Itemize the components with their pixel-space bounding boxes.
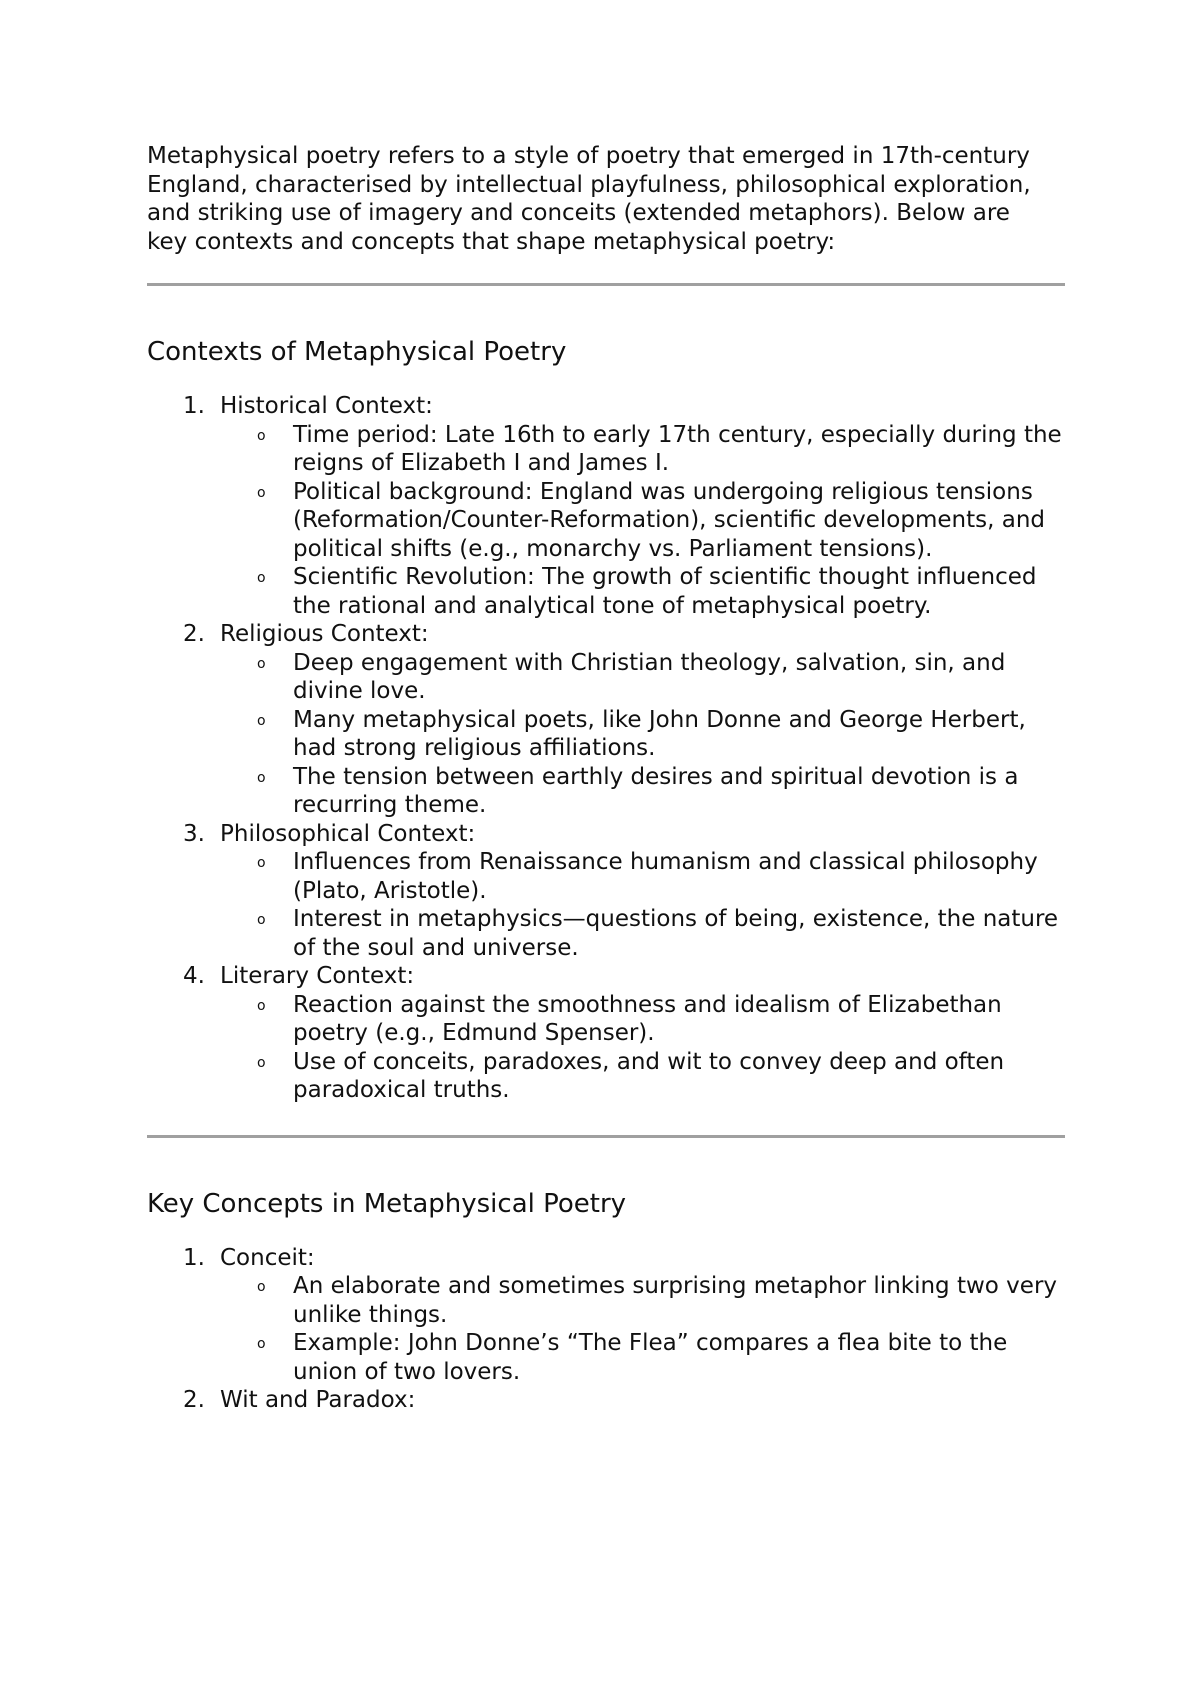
list-item-label: Literary Context: <box>220 963 415 989</box>
sub-item-text: Scientific Revolution: The growth of scientific thought influenced the rational and analytical tone of metaphysical poetry. <box>293 564 1037 619</box>
sub-list-item <box>220 763 1067 820</box>
sub-list-item <box>220 1048 1067 1105</box>
sub-item-text: An elaborate and sometimes surprising metaphor linking two very unlike things. <box>293 1273 1058 1328</box>
section-heading-contexts: Contexts of Metaphysical Poetry <box>147 337 567 367</box>
bullet-icon: o <box>257 912 266 928</box>
sub-item-text: The tension between earthly desires and spiritual devotion is a recurring theme. <box>293 763 1019 818</box>
bullet-icon: o <box>257 1336 266 1352</box>
section-divider <box>147 1135 1065 1138</box>
list-number: 1. <box>183 393 205 419</box>
bullet-icon: o <box>257 712 266 729</box>
bullet-icon: o <box>257 1279 266 1295</box>
list-number: 1. <box>183 1244 205 1271</box>
sub-item-text: Use of conceits, paradoxes, and wit to convey deep and often paradoxical truths. <box>293 1048 1005 1103</box>
section-heading-key-concepts: Key Concepts in Metaphysical Poetry <box>147 1188 627 1219</box>
intro-paragraph: Metaphysical poetry refers to a style of poetry that emerged in 17th-century England, characterised by intellectual playfulness, philosophical exploration, and striking use of imagery and conceits (extended metaphors). Below are key contexts and concepts that shape metaphysical poetry: <box>147 143 1031 255</box>
bullet-icon: o <box>257 427 266 444</box>
sub-list-item <box>220 1329 1067 1386</box>
list-item-historical-context <box>147 392 1067 620</box>
list-item-label: Philosophical Context: <box>220 820 476 847</box>
sub-list-item <box>220 563 1067 620</box>
sub-list-item <box>220 905 1067 962</box>
sub-list <box>220 421 1067 621</box>
sub-list-item <box>220 706 1067 763</box>
list-item-religious-context <box>147 620 1067 820</box>
sub-list-item <box>220 649 1067 706</box>
sub-item-text: Example: John Donne’s “The Flea” compares a flea bite to the union of two lovers. <box>293 1330 1008 1385</box>
bullet-icon: o <box>257 655 266 672</box>
list-item-label: Religious Context: <box>220 621 429 647</box>
bullet-icon: o <box>257 855 266 871</box>
sub-item-text: Reaction against the smoothness and idealism of Elizabethan poetry (e.g., Edmund Spenser). <box>293 991 1002 1046</box>
list-item-label: Historical Context: <box>220 393 433 419</box>
sub-list <box>220 649 1067 820</box>
bullet-icon: o <box>257 1054 266 1071</box>
sub-item-text: Time period: Late 16th to early 17th century, especially during the reigns of Elizabeth I and James I. <box>293 421 1062 476</box>
list-number: 2. <box>183 1387 205 1413</box>
sub-item-text: Many metaphysical poets, like John Donne and George Herbert, had strong religious affiliations. <box>293 706 1026 761</box>
list-number: 4. <box>183 963 205 989</box>
bullet-icon: o <box>257 997 266 1014</box>
list-item-wit-and-paradox <box>147 1386 1067 1415</box>
sub-list-item <box>220 1272 1067 1329</box>
key-concepts-list <box>147 1244 1067 1415</box>
sub-item-text: Political background: England was undergoing religious tensions (Reformation/Counter-Reformation), scientific developments, and political shifts (e.g., monarchy vs. Parliament tensions). <box>293 478 1046 562</box>
sub-list-item <box>220 478 1067 564</box>
list-number: 3. <box>183 820 205 847</box>
sub-list-item <box>220 991 1067 1048</box>
list-item-literary-context <box>147 962 1067 1105</box>
sub-list <box>220 848 1067 962</box>
list-item-label: Wit and Paradox: <box>220 1387 416 1413</box>
bullet-icon: o <box>257 484 266 501</box>
list-number: 2. <box>183 621 205 647</box>
section-divider <box>147 283 1065 286</box>
list-item-philosophical-context <box>147 820 1067 963</box>
list-item-conceit <box>147 1244 1067 1387</box>
list-item-label: Conceit: <box>220 1244 315 1271</box>
contexts-list <box>147 392 1067 1105</box>
sub-item-text: Deep engagement with Christian theology, salvation, sin, and divine love. <box>293 649 1006 704</box>
sub-list-item <box>220 421 1067 478</box>
document-page <box>147 142 1067 1415</box>
sub-list <box>220 991 1067 1105</box>
sub-item-text: Influences from Renaissance humanism and classical philosophy (Plato, Aristotle). <box>293 849 1038 904</box>
bullet-icon: o <box>257 769 266 786</box>
bullet-icon: o <box>257 570 266 586</box>
sub-list <box>220 1272 1067 1386</box>
sub-list-item <box>220 848 1067 905</box>
sub-item-text: Interest in metaphysics—questions of being, existence, the nature of the soul and universe. <box>293 906 1059 961</box>
